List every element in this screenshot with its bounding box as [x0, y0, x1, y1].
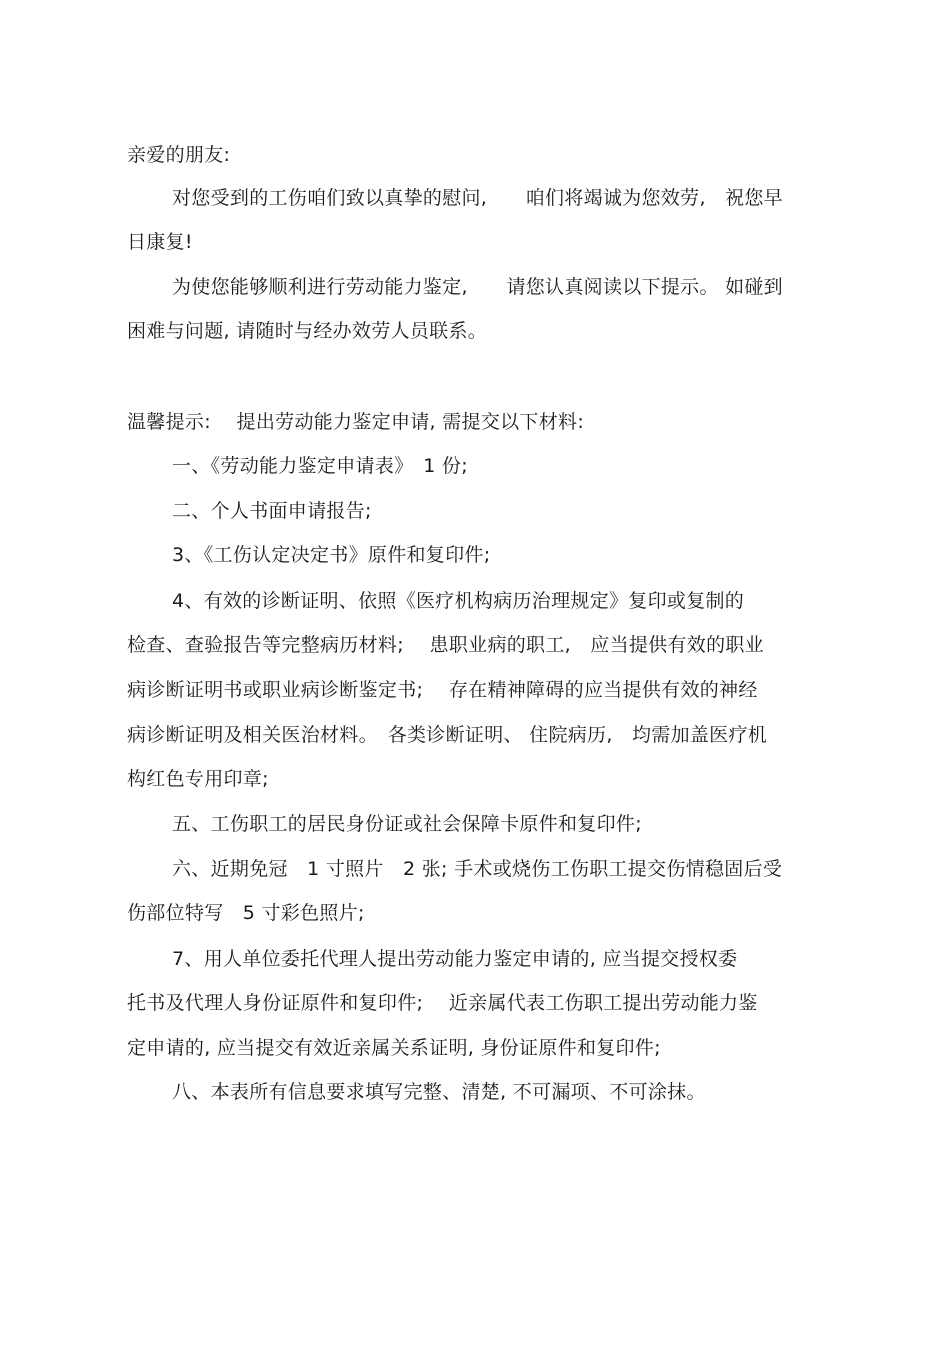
list-item-4-line5: 构红色专用印章;: [127, 768, 269, 790]
salutation: 亲爱的朋友:: [127, 144, 231, 166]
paragraph-condolence-line2: 日康复!: [127, 231, 193, 253]
list-item-5: 五、工伤职工的居民身份证或社会保障卡原件和复印件;: [172, 813, 642, 835]
list-item-4-line1: 4、有效的诊断证明、依照《医疗机构病历治理规定》复印或复制的: [172, 590, 745, 612]
list-item-2: 二、个人书面申请报告;: [172, 500, 372, 522]
paragraph-instruction-line1: 为使您能够顺利进行劳动能力鉴定, 请您认真阅读以下提示。 如碰到: [172, 276, 783, 298]
list-item-6-line1: 六、近期免冠 1 寸照片 2 张; 手术或烧伤工伤职工提交伤情稳固后受: [172, 858, 783, 880]
list-item-7-line2: 托书及代理人身份证原件和复印件; 近亲属代表工伤职工提出劳动能力鉴: [127, 992, 758, 1014]
list-item-7-line1: 7、用人单位委托代理人提出劳动能力鉴定申请的, 应当提交授权委: [172, 948, 738, 970]
list-item-4-line4: 病诊断证明及相关医治材料。 各类诊断证明、 住院病历, 均需加盖医疗机: [127, 724, 768, 746]
list-item-7-line3: 定申请的, 应当提交有效近亲属关系证明, 身份证原件和复印件;: [127, 1037, 661, 1059]
list-item-8: 八、本表所有信息要求填写完整、清楚, 不可漏项、不可涂抹。: [172, 1081, 706, 1103]
list-item-1: 一、《劳动能力鉴定申请表》 1 份;: [172, 455, 468, 477]
list-item-4-line2: 检查、查验报告等完整病历材料; 患职业病的职工, 应当提供有效的职业: [127, 634, 764, 656]
list-item-3: 3、《工伤认定决定书》原件和复印件;: [172, 544, 491, 566]
tips-header: 温馨提示: 提出劳动能力鉴定申请, 需提交以下材料:: [127, 411, 585, 433]
list-item-6-line2: 伤部位特写 5 寸彩色照片;: [127, 902, 365, 924]
list-item-4-line3: 病诊断证明书或职业病诊断鉴定书; 存在精神障碍的应当提供有效的神经: [127, 679, 758, 701]
paragraph-instruction-line2: 困难与问题, 请随时与经办效劳人员联系。: [127, 320, 488, 342]
paragraph-condolence-line1: 对您受到的工伤咱们致以真挚的慰问, 咱们将竭诚为您效劳, 祝您早: [172, 187, 783, 209]
